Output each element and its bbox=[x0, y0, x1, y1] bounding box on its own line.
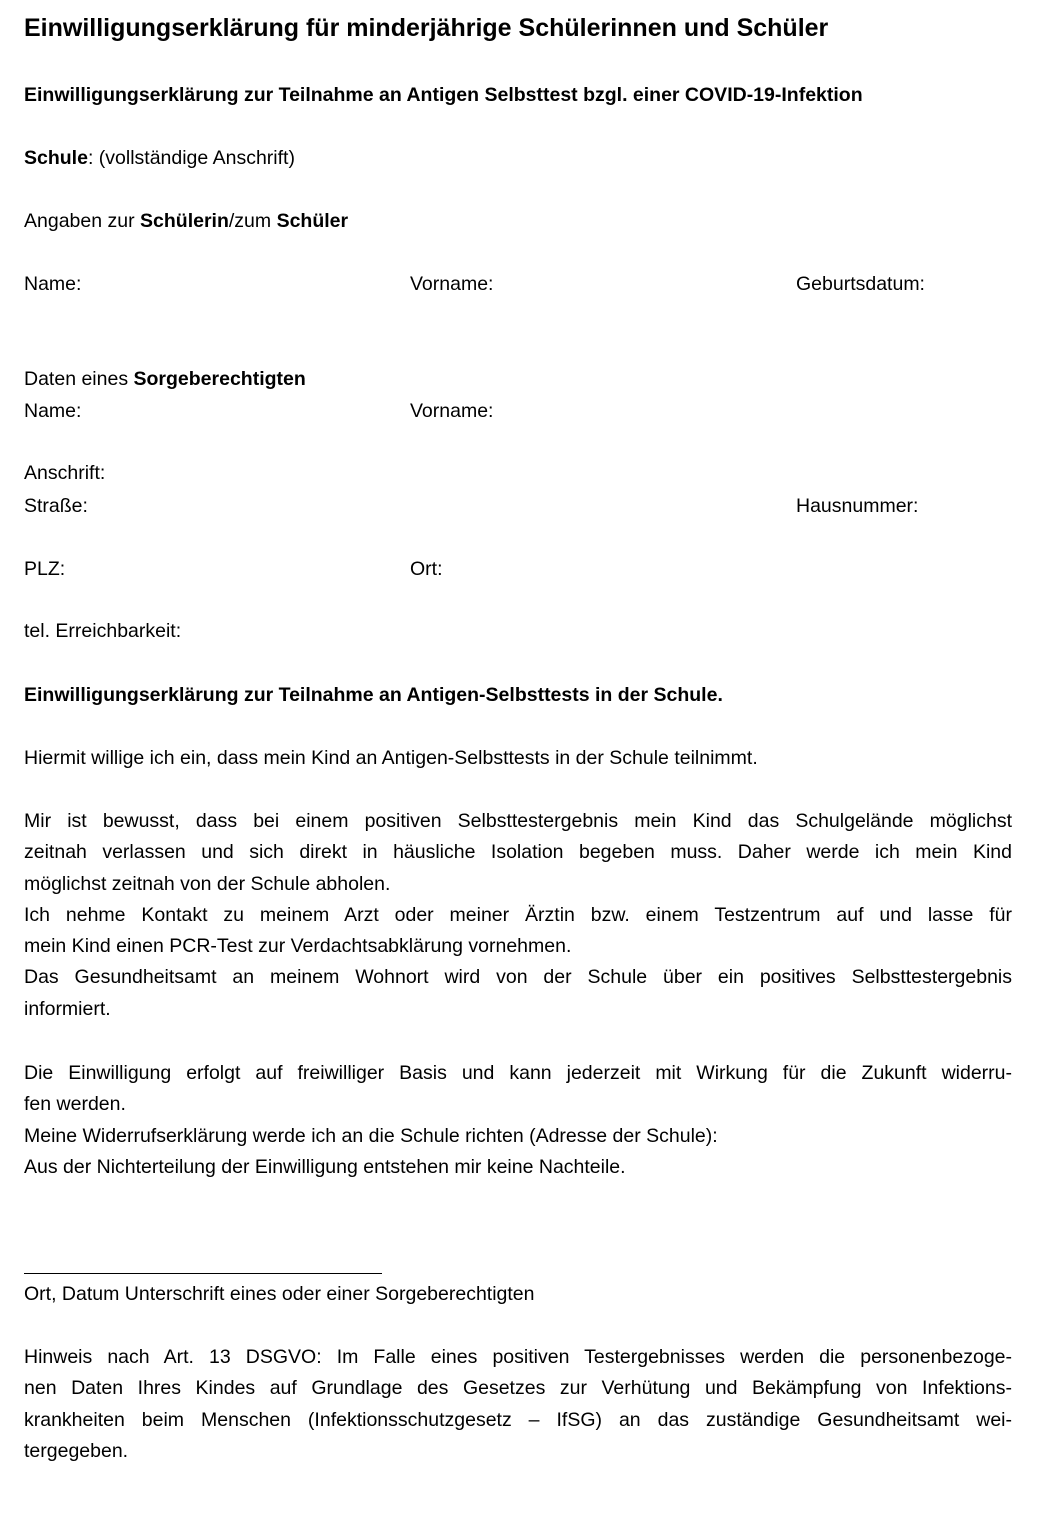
student-heading-schueler: Schüler bbox=[276, 210, 349, 232]
school-note: : (vollständige Anschrift) bbox=[87, 147, 295, 169]
paragraph-line: Aus der Nichterteilung der Einwilligung entstehen mir keine Nachteile. bbox=[24, 1155, 626, 1178]
paragraph-line: krankheiten beim Menschen (Infektionsschutzgesetz – IfSG) an das zuständige Gesundheitsamt wei- bbox=[24, 1408, 1012, 1431]
paragraph-line: zeitnah verlassen und sich direkt in häusliche Isolation begeben muss. Daher werde ich mein Kind bbox=[24, 841, 1012, 864]
school-label: Schule bbox=[24, 147, 88, 169]
student-vorname-label: Vorname: bbox=[410, 273, 494, 295]
guardian-heading-prefix: Daten eines bbox=[24, 368, 134, 390]
guardian-heading bbox=[24, 370, 306, 390]
consent-statement: Hiermit willige ich ein, dass mein Kind an Antigen-Selbsttests in der Schule teilnimmt. bbox=[24, 747, 758, 769]
guardian-tel-label: tel. Erreichbarkeit: bbox=[24, 620, 182, 642]
student-name-label: Name: bbox=[24, 273, 82, 295]
guardian-hausnummer-label: Hausnummer: bbox=[796, 495, 919, 517]
guardian-heading-bold: Sorgeberechtigten bbox=[133, 368, 306, 390]
guardian-anschrift-label: Anschrift: bbox=[24, 462, 106, 484]
paragraph-line: möglichst zeitnah von der Schule abholen. bbox=[24, 872, 391, 895]
dsgvo-notice bbox=[24, 1342, 1012, 1467]
guardian-vorname-label: Vorname: bbox=[410, 400, 494, 422]
voluntary-paragraph bbox=[24, 1058, 1012, 1183]
guardian-ort-label: Ort: bbox=[410, 558, 443, 580]
paragraph-line: mein Kind einen PCR-Test zur Verdachtsabklärung vornehmen. bbox=[24, 935, 572, 958]
paragraph-line: Das Gesundheitsamt an meinem Wohnort wird von der Schule über ein positives Selbsttestergebnis bbox=[24, 966, 1012, 989]
student-geburtsdatum-label: Geburtsdatum: bbox=[796, 273, 925, 295]
awareness-paragraph bbox=[24, 806, 1012, 1025]
paragraph-line: Ich nehme Kontakt zu meinem Arzt oder meiner Ärztin bzw. einem Testzentrum auf und lasse für bbox=[24, 903, 1012, 926]
document-title: Einwilligungserklärung für minderjährige Schülerinnen und Schüler bbox=[24, 14, 829, 42]
guardian-name-label: Name: bbox=[24, 400, 82, 422]
paragraph-line: Hinweis nach Art. 13 DSGVO: Im Falle eines positiven Testergebnisses werden die personenbezoge- bbox=[24, 1346, 1012, 1368]
paragraph-line: nen Daten Ihres Kindes auf Grundlage des Gesetzes zur Verhütung und Bekämpfung von Infektions- bbox=[24, 1377, 1012, 1400]
document-subtitle: Einwilligungserklärung zur Teilnahme an Antigen Selbsttest bzgl. einer COVID-19-Infektion bbox=[24, 84, 863, 106]
guardian-plz-label: PLZ: bbox=[24, 558, 66, 580]
paragraph-line: Meine Widerrufserklärung werde ich an die Schule richten (Adresse der Schule): bbox=[24, 1124, 718, 1147]
paragraph-line: tergegeben. bbox=[24, 1439, 129, 1462]
student-heading-schuelerin: Schülerin bbox=[140, 210, 229, 232]
paragraph-line: Die Einwilligung erfolgt auf freiwilliger Basis und kann jederzeit mit Wirkung für die Zukunft widerru- bbox=[24, 1062, 1012, 1084]
student-heading-mid: /zum bbox=[228, 210, 277, 232]
consent-heading: Einwilligungserklärung zur Teilnahme an Antigen-Selbsttests in der Schule. bbox=[24, 684, 723, 706]
signature-caption: Ort, Datum Unterschrift eines oder einer Sorgeberechtigten bbox=[24, 1283, 535, 1305]
student-heading-prefix: Angaben zur bbox=[24, 210, 141, 232]
guardian-strasse-label: Straße: bbox=[24, 495, 88, 517]
student-heading bbox=[24, 212, 348, 232]
school-field bbox=[24, 149, 295, 169]
paragraph-line: fen werden. bbox=[24, 1093, 126, 1116]
signature-line bbox=[24, 1273, 382, 1274]
paragraph-line: Mir ist bewusst, dass bei einem positiven Selbsttestergebnis mein Kind das Schulgelände möglichst bbox=[24, 810, 1012, 832]
paragraph-line: informiert. bbox=[24, 997, 111, 1020]
